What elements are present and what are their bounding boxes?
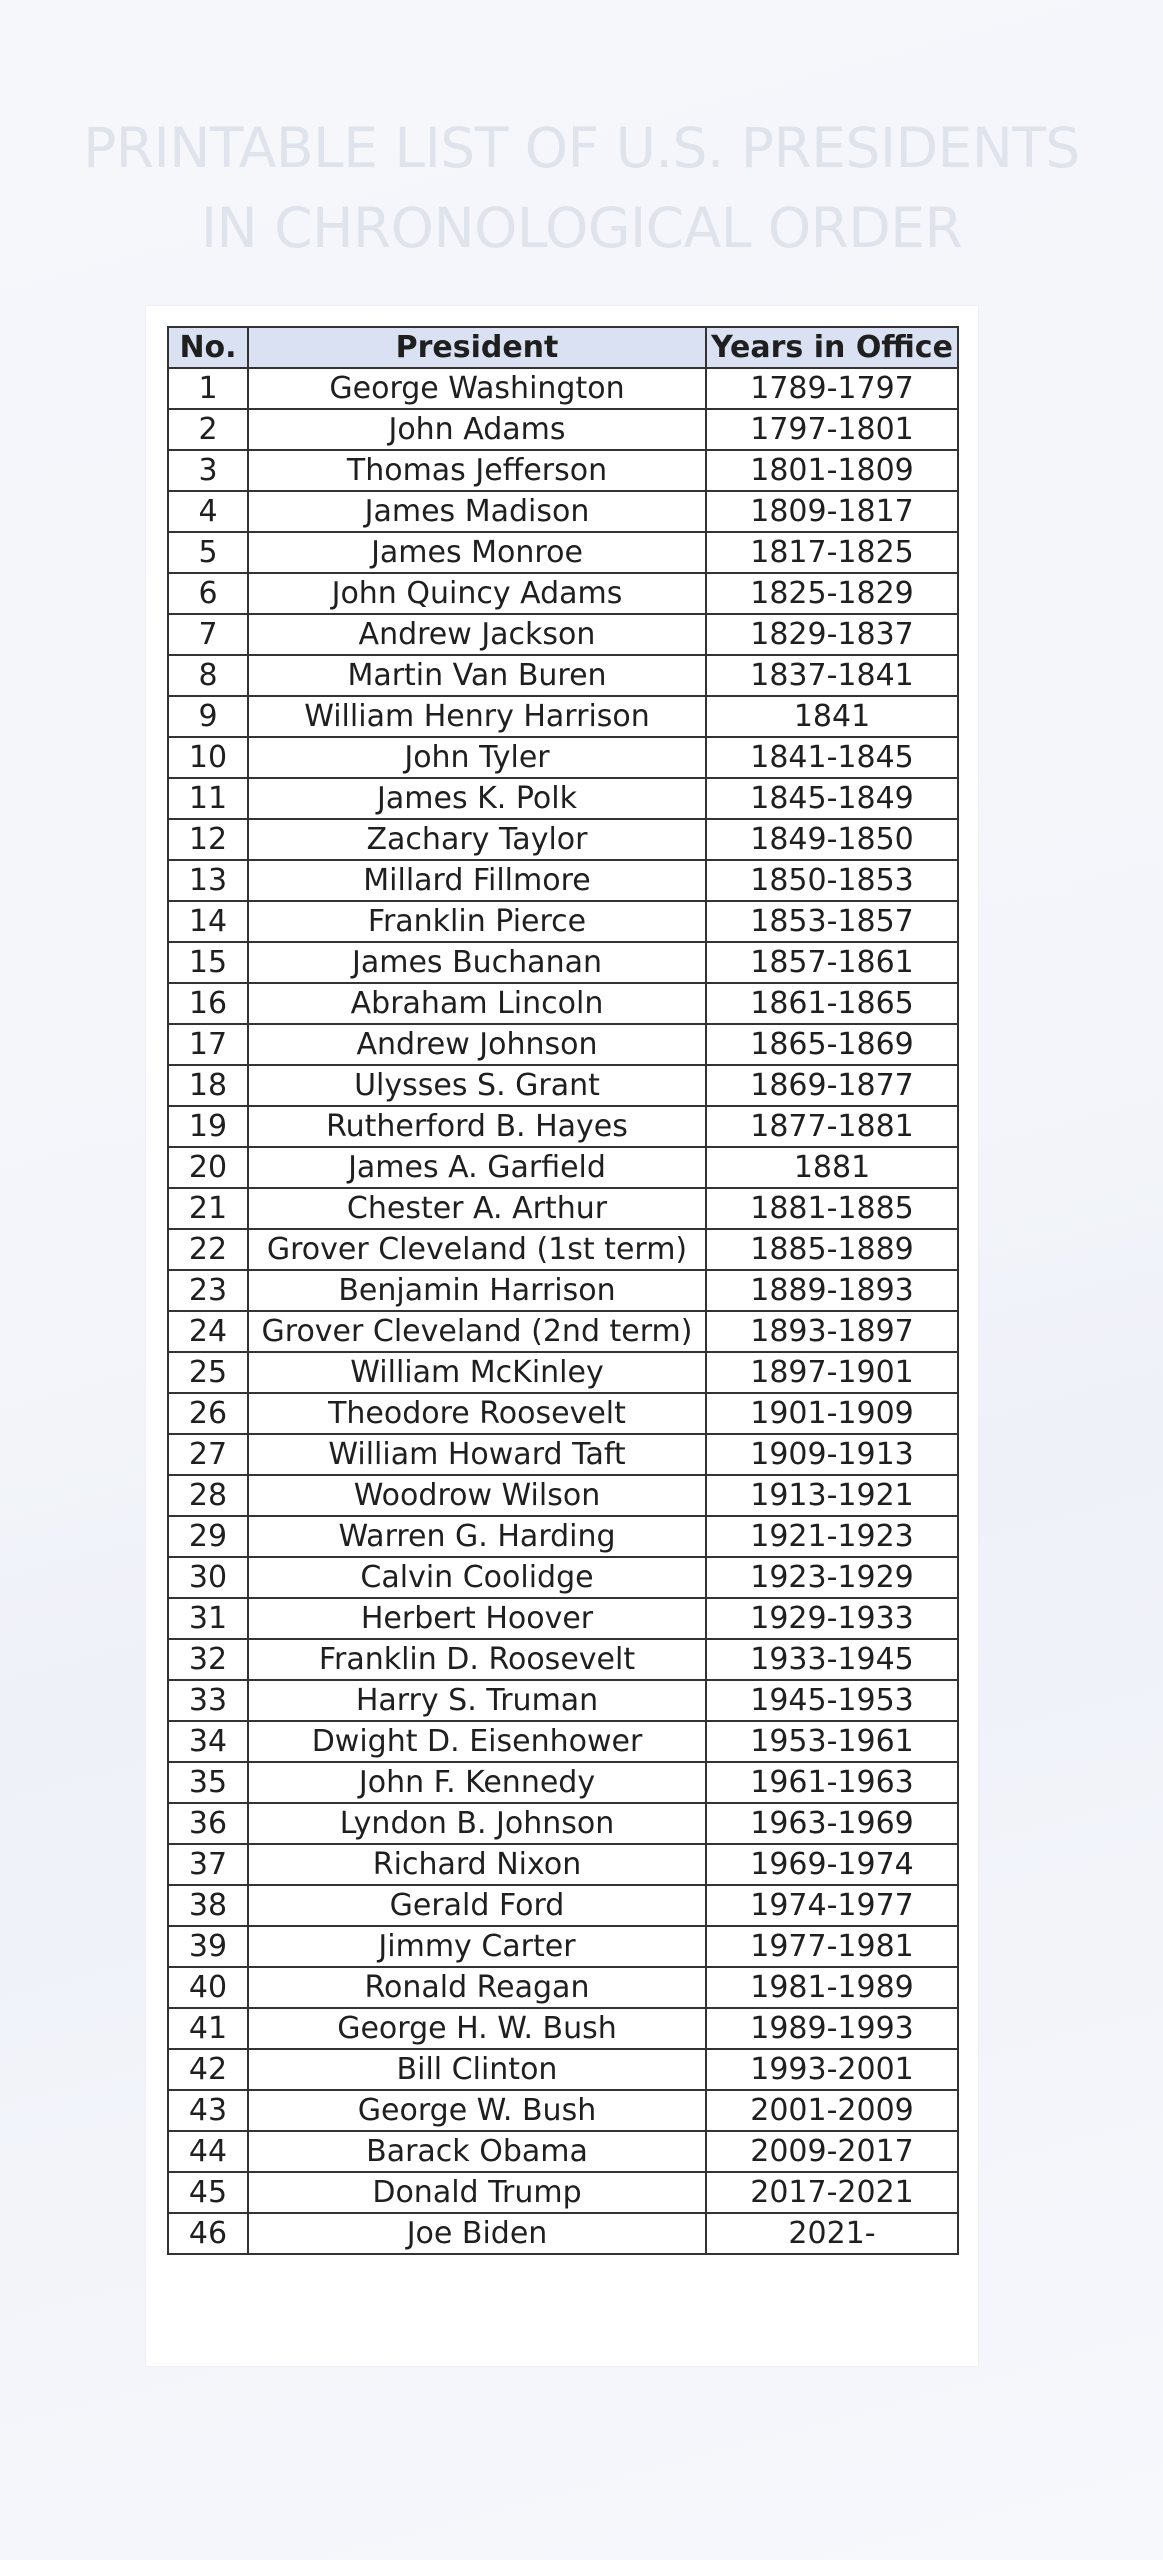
cell-years-in-office: 1989-1993 (706, 2008, 958, 2049)
table-row (168, 1598, 958, 1639)
cell-number: 23 (168, 1270, 248, 1311)
table-row (168, 450, 958, 491)
cell-years-in-office: 2001-2009 (706, 2090, 958, 2131)
cell-president-name: Abraham Lincoln (248, 983, 706, 1024)
cell-number: 14 (168, 901, 248, 942)
table-row (168, 1229, 958, 1270)
cell-years-in-office: 1961-1963 (706, 1762, 958, 1803)
cell-president-name: John Adams (248, 409, 706, 450)
table-row (168, 368, 958, 409)
cell-number: 2 (168, 409, 248, 450)
cell-number: 17 (168, 1024, 248, 1065)
cell-president-name: James Madison (248, 491, 706, 532)
table-row (168, 1065, 958, 1106)
table-row (168, 2090, 958, 2131)
cell-number: 9 (168, 696, 248, 737)
cell-number: 32 (168, 1639, 248, 1680)
cell-number: 25 (168, 1352, 248, 1393)
cell-years-in-office: 1913-1921 (706, 1475, 958, 1516)
cell-years-in-office: 1825-1829 (706, 573, 958, 614)
cell-years-in-office: 1969-1974 (706, 1844, 958, 1885)
cell-years-in-office: 1817-1825 (706, 532, 958, 573)
cell-number: 35 (168, 1762, 248, 1803)
cell-years-in-office: 1849-1850 (706, 819, 958, 860)
cell-number: 18 (168, 1065, 248, 1106)
table-row (168, 2172, 958, 2213)
page-title-line-1: PRINTABLE LIST OF U.S. PRESIDENTS (83, 116, 1080, 180)
cell-president-name: George Washington (248, 368, 706, 409)
cell-number: 38 (168, 1885, 248, 1926)
cell-number: 21 (168, 1188, 248, 1229)
cell-number: 8 (168, 655, 248, 696)
cell-president-name: John Tyler (248, 737, 706, 778)
cell-years-in-office: 1981-1989 (706, 1967, 958, 2008)
cell-number: 31 (168, 1598, 248, 1639)
cell-number: 29 (168, 1516, 248, 1557)
cell-president-name: Benjamin Harrison (248, 1270, 706, 1311)
table-row (168, 1024, 958, 1065)
table-row (168, 1680, 958, 1721)
cell-number: 34 (168, 1721, 248, 1762)
cell-president-name: Chester A. Arthur (248, 1188, 706, 1229)
cell-years-in-office: 1850-1853 (706, 860, 958, 901)
table-row (168, 1803, 958, 1844)
cell-years-in-office: 1923-1929 (706, 1557, 958, 1598)
cell-years-in-office: 1893-1897 (706, 1311, 958, 1352)
table-row (168, 1188, 958, 1229)
table-row (168, 1475, 958, 1516)
cell-years-in-office: 1861-1865 (706, 983, 958, 1024)
table-row (168, 2131, 958, 2172)
cell-president-name: Andrew Jackson (248, 614, 706, 655)
table-row (168, 1762, 958, 1803)
cell-number: 16 (168, 983, 248, 1024)
cell-president-name: Martin Van Buren (248, 655, 706, 696)
cell-number: 6 (168, 573, 248, 614)
cell-president-name: William Henry Harrison (248, 696, 706, 737)
cell-number: 45 (168, 2172, 248, 2213)
cell-president-name: William McKinley (248, 1352, 706, 1393)
cell-president-name: Barack Obama (248, 2131, 706, 2172)
cell-president-name: Grover Cleveland (2nd term) (248, 1311, 706, 1352)
cell-number: 22 (168, 1229, 248, 1270)
cell-years-in-office: 1929-1933 (706, 1598, 958, 1639)
cell-years-in-office: 1945-1953 (706, 1680, 958, 1721)
cell-number: 24 (168, 1311, 248, 1352)
cell-years-in-office: 1909-1913 (706, 1434, 958, 1475)
table-row (168, 409, 958, 450)
cell-president-name: Jimmy Carter (248, 1926, 706, 1967)
cell-president-name: Bill Clinton (248, 2049, 706, 2090)
cell-number: 27 (168, 1434, 248, 1475)
cell-president-name: Franklin Pierce (248, 901, 706, 942)
cell-president-name: James Monroe (248, 532, 706, 573)
table-body (168, 368, 958, 2254)
cell-years-in-office: 1841-1845 (706, 737, 958, 778)
cell-number: 19 (168, 1106, 248, 1147)
cell-years-in-office: 1921-1923 (706, 1516, 958, 1557)
cell-number: 43 (168, 2090, 248, 2131)
cell-years-in-office: 1829-1837 (706, 614, 958, 655)
cell-number: 28 (168, 1475, 248, 1516)
cell-years-in-office: 1857-1861 (706, 942, 958, 983)
cell-years-in-office: 1841 (706, 696, 958, 737)
cell-president-name: William Howard Taft (248, 1434, 706, 1475)
page-title (0, 108, 1163, 268)
table-row (168, 2008, 958, 2049)
cell-president-name: James Buchanan (248, 942, 706, 983)
cell-number: 11 (168, 778, 248, 819)
cell-president-name: Ronald Reagan (248, 1967, 706, 2008)
table-row (168, 532, 958, 573)
table-row (168, 2213, 958, 2254)
cell-years-in-office: 1789-1797 (706, 368, 958, 409)
cell-president-name: Warren G. Harding (248, 1516, 706, 1557)
cell-years-in-office: 1809-1817 (706, 491, 958, 532)
cell-president-name: Theodore Roosevelt (248, 1393, 706, 1434)
cell-years-in-office: 1885-1889 (706, 1229, 958, 1270)
table-row (168, 1311, 958, 1352)
cell-number: 40 (168, 1967, 248, 2008)
table-row (168, 1393, 958, 1434)
cell-years-in-office: 2021- (706, 2213, 958, 2254)
cell-president-name: Rutherford B. Hayes (248, 1106, 706, 1147)
cell-number: 42 (168, 2049, 248, 2090)
header-years-in-office: Years in Office (706, 327, 958, 368)
cell-president-name: George H. W. Bush (248, 2008, 706, 2049)
cell-years-in-office: 1963-1969 (706, 1803, 958, 1844)
table-row (168, 1885, 958, 1926)
cell-number: 5 (168, 532, 248, 573)
cell-years-in-office: 1933-1945 (706, 1639, 958, 1680)
table-row (168, 737, 958, 778)
cell-years-in-office: 1974-1977 (706, 1885, 958, 1926)
cell-number: 13 (168, 860, 248, 901)
cell-president-name: Zachary Taylor (248, 819, 706, 860)
cell-president-name: Ulysses S. Grant (248, 1065, 706, 1106)
cell-years-in-office: 1853-1857 (706, 901, 958, 942)
document-sheet (146, 306, 978, 2366)
table-row (168, 1270, 958, 1311)
cell-president-name: Millard Fillmore (248, 860, 706, 901)
cell-president-name: Andrew Johnson (248, 1024, 706, 1065)
cell-number: 15 (168, 942, 248, 983)
cell-number: 20 (168, 1147, 248, 1188)
cell-years-in-office: 1837-1841 (706, 655, 958, 696)
cell-years-in-office: 1993-2001 (706, 2049, 958, 2090)
cell-number: 39 (168, 1926, 248, 1967)
table-row (168, 778, 958, 819)
cell-years-in-office: 1845-1849 (706, 778, 958, 819)
cell-president-name: Richard Nixon (248, 1844, 706, 1885)
cell-number: 7 (168, 614, 248, 655)
table-row (168, 696, 958, 737)
cell-number: 1 (168, 368, 248, 409)
table-row (168, 901, 958, 942)
cell-years-in-office: 1865-1869 (706, 1024, 958, 1065)
cell-number: 26 (168, 1393, 248, 1434)
presidents-table (167, 326, 959, 2255)
table-row (168, 1926, 958, 1967)
cell-years-in-office: 1953-1961 (706, 1721, 958, 1762)
table-row (168, 1434, 958, 1475)
cell-president-name: Herbert Hoover (248, 1598, 706, 1639)
cell-president-name: Dwight D. Eisenhower (248, 1721, 706, 1762)
cell-number: 12 (168, 819, 248, 860)
cell-years-in-office: 1897-1901 (706, 1352, 958, 1393)
cell-years-in-office: 1877-1881 (706, 1106, 958, 1147)
cell-president-name: Franklin D. Roosevelt (248, 1639, 706, 1680)
cell-president-name: James A. Garfield (248, 1147, 706, 1188)
cell-years-in-office: 1901-1909 (706, 1393, 958, 1434)
table-row (168, 1721, 958, 1762)
cell-number: 44 (168, 2131, 248, 2172)
cell-years-in-office: 1889-1893 (706, 1270, 958, 1311)
cell-years-in-office: 2017-2021 (706, 2172, 958, 2213)
cell-years-in-office: 2009-2017 (706, 2131, 958, 2172)
cell-president-name: Gerald Ford (248, 1885, 706, 1926)
cell-number: 10 (168, 737, 248, 778)
table-row (168, 1106, 958, 1147)
table-row (168, 2049, 958, 2090)
cell-years-in-office: 1801-1809 (706, 450, 958, 491)
cell-president-name: Woodrow Wilson (248, 1475, 706, 1516)
cell-president-name: Grover Cleveland (1st term) (248, 1229, 706, 1270)
cell-president-name: George W. Bush (248, 2090, 706, 2131)
cell-president-name: Lyndon B. Johnson (248, 1803, 706, 1844)
cell-number: 36 (168, 1803, 248, 1844)
cell-years-in-office: 1881 (706, 1147, 958, 1188)
cell-number: 33 (168, 1680, 248, 1721)
cell-president-name: John F. Kennedy (248, 1762, 706, 1803)
table-row (168, 1967, 958, 2008)
cell-number: 4 (168, 491, 248, 532)
table-row (168, 491, 958, 532)
cell-years-in-office: 1869-1877 (706, 1065, 958, 1106)
cell-president-name: Calvin Coolidge (248, 1557, 706, 1598)
cell-years-in-office: 1977-1981 (706, 1926, 958, 1967)
table-row (168, 1147, 958, 1188)
cell-number: 30 (168, 1557, 248, 1598)
cell-president-name: James K. Polk (248, 778, 706, 819)
cell-years-in-office: 1797-1801 (706, 409, 958, 450)
header-no: No. (168, 327, 248, 368)
table-row (168, 819, 958, 860)
table-row (168, 614, 958, 655)
table-row (168, 1557, 958, 1598)
cell-president-name: Donald Trump (248, 2172, 706, 2213)
header-president: President (248, 327, 706, 368)
cell-number: 3 (168, 450, 248, 491)
cell-number: 41 (168, 2008, 248, 2049)
cell-number: 37 (168, 1844, 248, 1885)
table-row (168, 1844, 958, 1885)
cell-number: 46 (168, 2213, 248, 2254)
table-row (168, 1516, 958, 1557)
table-header-row (168, 327, 958, 368)
table-row (168, 573, 958, 614)
cell-president-name: Harry S. Truman (248, 1680, 706, 1721)
cell-president-name: John Quincy Adams (248, 573, 706, 614)
table-row (168, 860, 958, 901)
table-row (168, 1352, 958, 1393)
table-row (168, 942, 958, 983)
page-title-line-2: IN CHRONOLOGICAL ORDER (200, 196, 963, 260)
table-row (168, 983, 958, 1024)
cell-president-name: Thomas Jefferson (248, 450, 706, 491)
table-row (168, 655, 958, 696)
cell-years-in-office: 1881-1885 (706, 1188, 958, 1229)
table-row (168, 1639, 958, 1680)
cell-president-name: Joe Biden (248, 2213, 706, 2254)
